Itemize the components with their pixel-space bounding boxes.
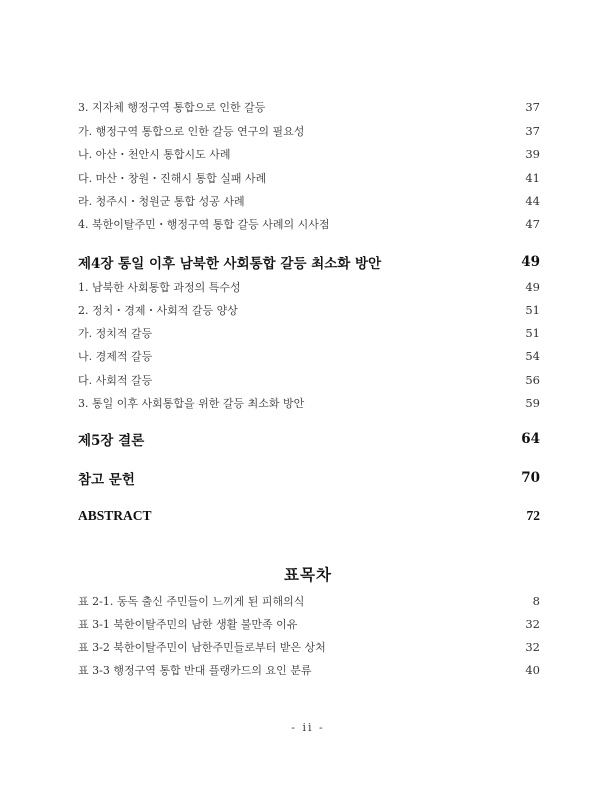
tables-list-title: 표목차 — [284, 565, 332, 584]
toc-entry-page: 47 — [525, 217, 540, 231]
toc-chapter-label: ABSTRACT — [78, 508, 152, 523]
toc-entry-label: 다. 사회적 갈등 — [78, 374, 153, 387]
toc-entry — [78, 370, 540, 390]
toc-entry — [78, 277, 540, 297]
toc-entry — [78, 323, 540, 343]
toc-entry — [78, 97, 540, 117]
toc-entry-page: 37 — [525, 124, 540, 138]
toc-chapter-label: 제5장 결론 — [78, 433, 145, 449]
toc-entry — [78, 346, 540, 366]
toc-chapter-page: 70 — [521, 470, 540, 486]
table-entry-page: 8 — [532, 594, 540, 608]
toc-entry-page: 54 — [525, 349, 540, 363]
toc-entry-label: 나. 아산・천안시 통합시도 사례 — [78, 148, 231, 161]
table-entry-page: 32 — [525, 640, 540, 654]
toc-entry-label: 4. 북한이탈주민・행정구역 통합 갈등 사례의 시사점 — [78, 218, 330, 231]
toc-chapter-page: 72 — [526, 508, 540, 523]
table-entry-label: 표 3-2 북한이탈주민이 남한주민들로부터 받은 상처 — [78, 641, 326, 654]
toc-entry-label: 가. 행정구역 통합으로 인한 갈등 연구의 필요성 — [78, 125, 305, 138]
toc-entry-page: 56 — [525, 373, 540, 387]
toc-references — [78, 468, 540, 488]
toc-chapter-label: 제4장 통일 이후 남북한 사회통합 갈등 최소화 방안 — [78, 256, 382, 272]
table-entry — [78, 614, 540, 634]
toc-entry — [78, 168, 540, 188]
table-entry — [78, 637, 540, 657]
toc-entry-label: 3. 지자체 행정구역 통합으로 인한 갈등 — [78, 101, 266, 114]
toc-chapter-page: 49 — [521, 254, 540, 270]
toc-entry-page: 37 — [525, 100, 540, 114]
toc-entry — [78, 393, 540, 413]
toc-entry — [78, 144, 540, 164]
toc-chapter-label: 참고 문헌 — [78, 472, 135, 488]
table-entry-label: 표 2-1. 동독 출신 주민들이 느끼게 된 피해의식 — [78, 595, 305, 608]
toc-chapter-4 — [78, 252, 540, 272]
table-entry-page: 32 — [525, 617, 540, 631]
toc-chapter-page: 64 — [521, 431, 540, 447]
toc-abstract — [78, 506, 540, 526]
toc-entry — [78, 214, 540, 234]
toc-entry-label: 다. 마산・창원・진해시 통합 실패 사례 — [78, 172, 267, 185]
toc-entry-page: 41 — [525, 171, 540, 185]
toc-entry-page: 39 — [525, 147, 540, 161]
toc-entry-label: 나. 경제적 갈등 — [78, 350, 153, 363]
toc-entry — [78, 191, 540, 211]
toc-entry-page: 59 — [525, 396, 540, 410]
toc-entry-label: 라. 청주시・청원군 통합 성공 사례 — [78, 195, 245, 208]
toc-entry-label: 가. 정치적 갈등 — [78, 327, 153, 340]
toc-entry-label: 3. 통일 이후 사회통합을 위한 갈등 최소화 방안 — [78, 397, 305, 410]
table-entry-page: 40 — [525, 663, 540, 677]
toc-entry — [78, 300, 540, 320]
toc-chapter-5 — [78, 429, 540, 449]
toc-entry-page: 51 — [525, 326, 540, 340]
table-entry-label: 표 3-1 북한이탈주민의 남한 생활 불만족 이유 — [78, 618, 298, 631]
table-entry — [78, 591, 540, 611]
toc-entry-label: 2. 정치・경제・사회적 갈등 양상 — [78, 304, 238, 317]
table-entry-label: 표 3-3 행정구역 통합 반대 플랭카드의 요인 분류 — [78, 664, 312, 677]
toc-entry-page: 51 — [525, 303, 540, 317]
toc-entry-page: 44 — [525, 194, 540, 208]
page-number: - ii - — [291, 721, 325, 734]
toc-entry-label: 1. 남북한 사회통합 과정의 특수성 — [78, 281, 241, 294]
toc-entry-page: 49 — [525, 280, 540, 294]
table-entry — [78, 660, 540, 680]
toc-entry — [78, 121, 540, 141]
